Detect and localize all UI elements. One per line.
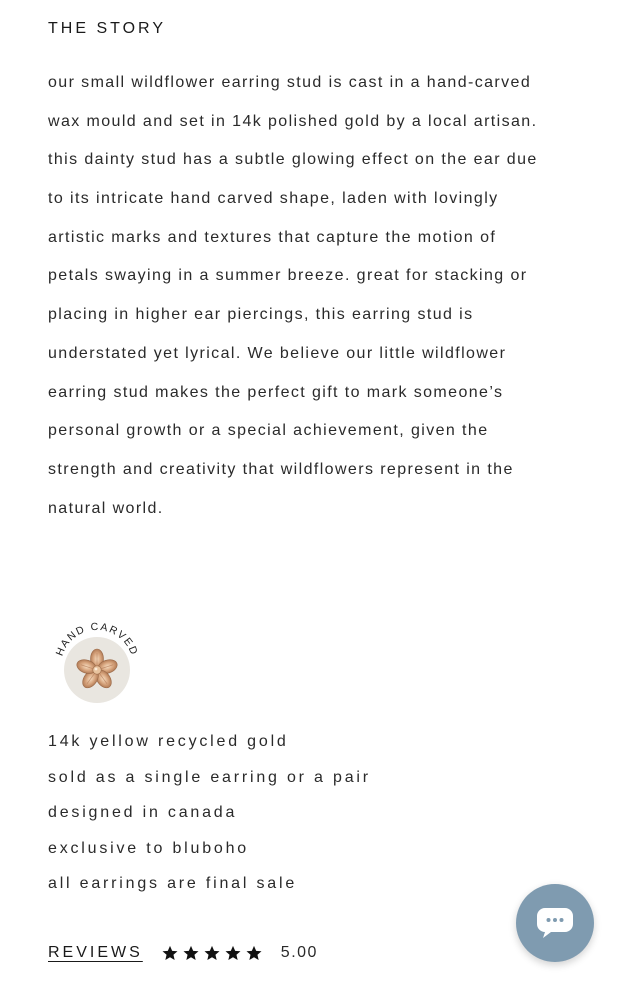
feature-item: designed in canada — [48, 804, 238, 821]
story-line: natural world. — [48, 499, 164, 517]
story-line: placing in higher ear piercings, this earring stud is — [48, 306, 474, 324]
star-rating — [161, 944, 263, 962]
story-line: understated yet lyrical. We believe our little wildflower — [48, 344, 507, 362]
feature-item: all earrings are final sale — [48, 875, 298, 892]
story-line: this dainty stud has a subtle glowing effect on the ear due — [48, 151, 538, 169]
story-line: earring stud makes the perfect gift to mark someone’s — [48, 383, 504, 401]
story-line: petals swaying in a summer breeze. great for stacking or — [48, 267, 528, 285]
reviews-link[interactable]: REVIEWS — [48, 944, 143, 961]
star-icon — [203, 944, 221, 962]
feature-item: sold as a single earring or a pair — [48, 768, 371, 786]
story-text — [48, 64, 608, 528]
reviews-row — [48, 936, 318, 970]
chat-bubble-icon — [535, 905, 575, 941]
product-features-list — [48, 724, 568, 902]
star-icon — [182, 944, 200, 962]
chat-button[interactable] — [516, 884, 594, 962]
badge-text: HAND CARVED — [53, 620, 141, 658]
star-icon — [245, 944, 263, 962]
story-line: to its intricate hand carved shape, laden with lovingly — [48, 190, 499, 208]
hand-carved-badge — [49, 620, 145, 716]
feature-item: 14k yellow recycled gold — [48, 733, 289, 750]
star-icon — [161, 944, 179, 962]
story-line: our small wildflower earring stud is cast in a hand-carved — [48, 74, 532, 91]
story-line: wax mould and set in 14k polished gold by a local artisan. — [48, 112, 538, 130]
story-line: strength and creativity that wildflowers represent in the — [48, 460, 514, 478]
hand-carved-badge-graphic — [49, 620, 145, 716]
story-line: artistic marks and textures that capture the motion of — [48, 228, 497, 246]
star-icon — [224, 944, 242, 962]
section-title: THE STORY — [48, 20, 166, 37]
rating-value: 5.00 — [280, 944, 318, 961]
feature-item: exclusive to bluboho — [48, 839, 249, 857]
story-line: personal growth or a special achievement, given the — [48, 422, 489, 440]
